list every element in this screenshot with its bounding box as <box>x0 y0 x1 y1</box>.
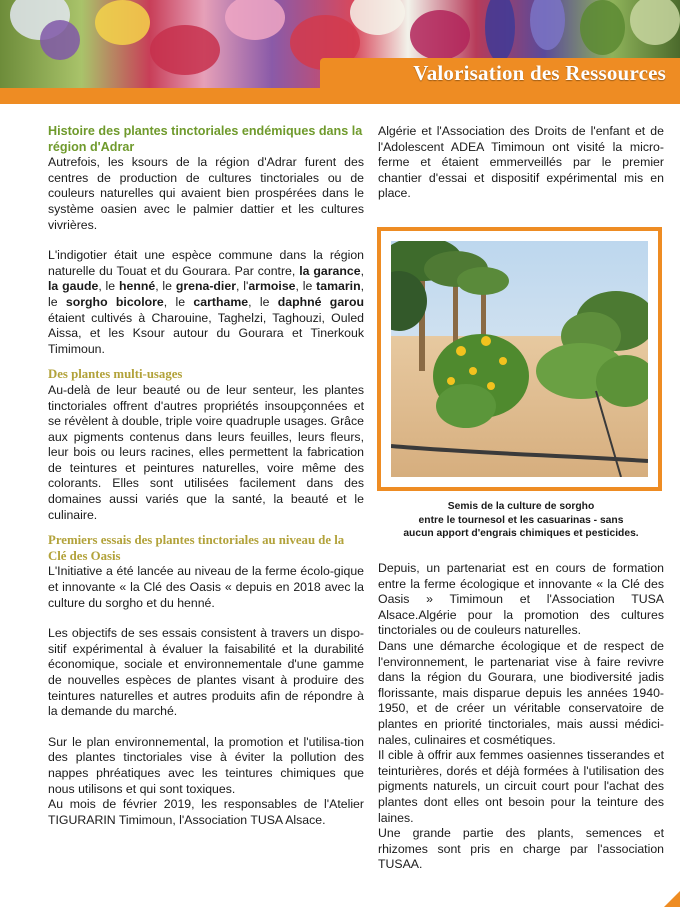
paragraph-environment: Sur le plan environnemental, la promotion et l'utilisa-tion des plantes tinctoriales vise à éviter la pollution des nappes phréatiques avec les teintures chimiques que nous utilisons et qui sont toxiques. <box>48 734 364 796</box>
paragraph-initiative: L'Initiative a été lancée au niveau de la ferme écolo-gique et innovante « la Clé des Oasis « depuis en 2018 avec la culture du sorgho et du henné. <box>48 564 364 610</box>
heading-history: Histoire des plantes tinctoriales endémiques dans la région d'Adrar <box>48 124 363 154</box>
photo-caption <box>378 500 664 541</box>
text-span: , le <box>163 294 194 309</box>
paragraph-history: Autrefois, les ksours de la région d'Adrar furent des centres de production de cultures tinctoriales ou de couleurs naturelles qui avaient bien prospérées dans le système oasien avec le palmier dattier et les cultures vivrières. <box>48 155 364 232</box>
text-span: , le <box>295 279 317 294</box>
plant-name: grena-dier <box>175 279 236 294</box>
plant-name: daphné garou <box>277 294 364 309</box>
text-span: , <box>360 263 364 278</box>
photo-frame <box>377 227 662 491</box>
paragraph-objectives: Les objectifs de ses essais consistent à travers un dispo-sitif expérimental à évaluer la faisabilité et la durabilité économique, sociale et environnementale d'une gamme de nouvelles espèces de plantes visant à produire des teintures naturelles et autres produits afin de répondre à la demande du marché. <box>48 626 364 719</box>
plant-name: henné <box>118 279 156 294</box>
paragraph-february: Au mois de février 2019, les responsables de l'Atelier TIGURARIN Timimoun, l'Association TUSA Alsace. <box>48 797 364 827</box>
text-span: , le <box>98 279 119 294</box>
plant-name: la garance <box>299 263 361 278</box>
text-span: , le <box>155 279 176 294</box>
text-span: , le <box>248 294 278 309</box>
heading-first-trials: Premiers essais des plantes tinctoriales au niveau de la Clé des Oasis <box>48 533 345 563</box>
sorghum-field-photo <box>391 241 648 477</box>
text-span: étaient cultivés à Charouine, Taghelzi, Taghouzi, Ouled Aissa, et les Ksour autour du Gourara et Tinerkouk Timimoun. <box>48 310 364 356</box>
heading-multi-use: Des plantes multi-usages <box>48 367 183 382</box>
plant-name: la gaude <box>48 279 99 294</box>
header-orange-rule <box>0 88 680 104</box>
plant-name: carthame <box>193 294 249 309</box>
text-span: , le <box>48 279 364 309</box>
paragraph-plants-support: Une grande partie des plants, semences et rhizomes sont pris en charge par l'association TUSAA. <box>378 826 664 872</box>
text-span: L'indigotier était une espèce commune dans la région naturelle du Touat et du Gourara. Par contre, <box>48 248 364 278</box>
left-column <box>48 124 364 828</box>
plant-name: armoise <box>248 279 296 294</box>
plant-name: tamarin <box>316 279 361 294</box>
caption-line: Semis de la culture de sorgho <box>447 501 595 512</box>
page-corner-tab <box>664 891 680 907</box>
caption-line: aucun apport d'engrais chimiques et pesticides. <box>403 528 639 539</box>
paragraph-multi-use: Au-delà de leur beauté ou de leur senteur, les plantes tinctoriales offrent d'autres propriétés insoupçonnées et se révèlent à double, triple voire quadruple usages. Grâce aux pigments contenus dans leurs feuilles, leurs fleurs, leur bois ou leurs racines, elles permettent la fabrication de teintures et peintures naturelles, voire même des colorants. Elles sont utilisées facilement dans des domaines aussi variés que la santé, la beauté et le culinaire. <box>48 382 364 522</box>
section-title-band <box>320 58 680 90</box>
paragraph-visit: Algérie et l'Association des Droits de l'enfant et de l'Adolescent ADEA Timimoun ont visité la micro-ferme et étaient emmerveillés par le premier chantier d'essai et dispositif expérimental mis en place. <box>378 124 664 201</box>
paragraph-women: Il cible à offrir aux femmes oasiennes tisserandes et teinturières, dorés et déjà formées à l'utilisation des pigments naturels, un circuit court pour l'achat des plantes dont elles ont besoin pour la teinture des laines. <box>378 748 664 825</box>
right-column-bottom <box>378 561 664 873</box>
paragraph-plants-list <box>48 248 364 357</box>
right-column-top <box>378 124 664 202</box>
paragraph-ecology: Dans une démarche écologique et de respect de l'environnement, le partenariat vise à faire revivre dans la région du Gourara, une biodiversité jadis florissante, mais disparue depuis les années 1940-1950, et de créer un véritable conservatoire de plantes en priorité tinctoriales, mais aussi médici-nales, culinaires et cosmétiques. <box>378 638 664 747</box>
paragraph-partnership: Depuis, un partenariat est en cours de formation entre la ferme écologique et innovante « la Clé des Oasis » Timimoun et l'Association TUSA Alsace.Algérie pour la promotion des cultures tinctoriales ou de couleurs naturelles. <box>378 561 664 638</box>
plant-name: sorgho bicolore <box>65 294 164 309</box>
caption-line: entre le tournesol et les casuarinas - sans <box>418 514 624 526</box>
text-span: , l' <box>235 279 249 294</box>
section-title: Valorisation des Ressources <box>413 61 666 85</box>
